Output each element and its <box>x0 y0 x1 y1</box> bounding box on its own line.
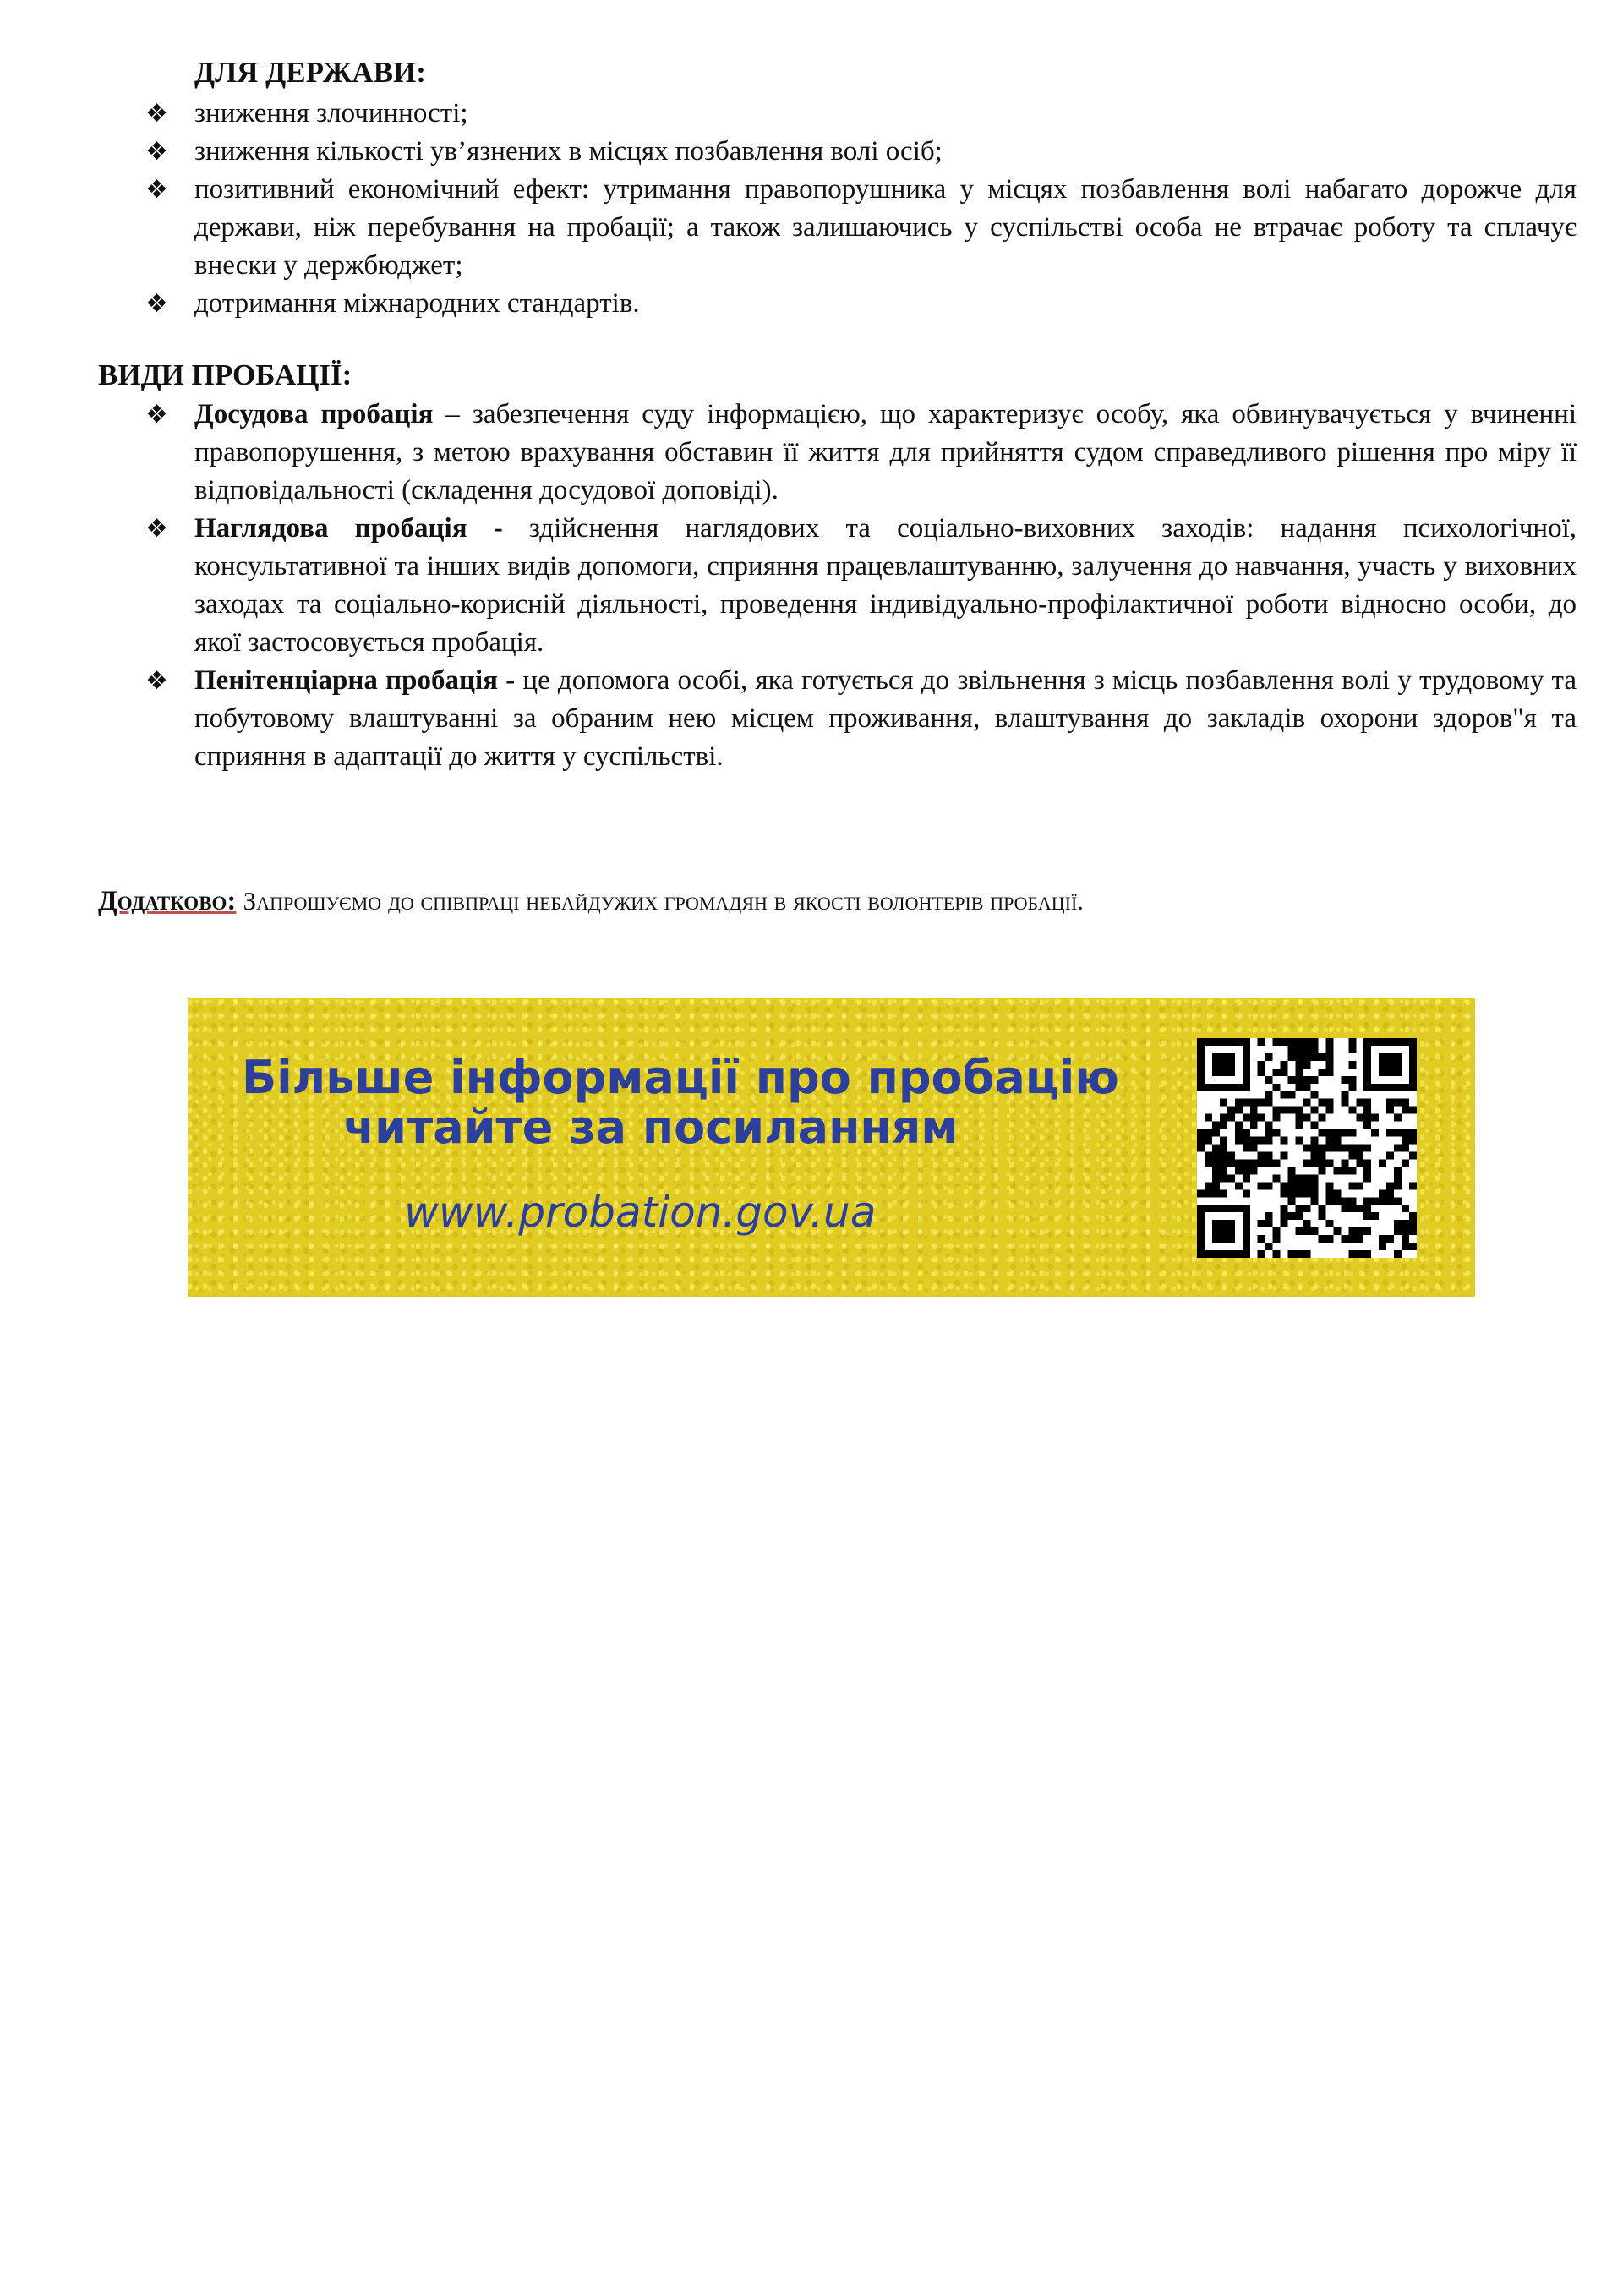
list-item-text: позитивний економічний ефект: утримання правопорушника у місцях позбавлення волі набагато дорожче для держави, ніж перебування на пробації; а також залишаючись у суспільстві особа не втрачає роботу та сплачує внески у держбюджет; <box>194 174 1577 281</box>
probation-type-term: Наглядова пробація - <box>194 513 503 544</box>
state-benefits-heading: ДЛЯ ДЕРЖАВИ: <box>194 56 426 89</box>
list-item <box>135 171 1577 285</box>
probation-type-term: Досудова пробація <box>194 399 434 429</box>
list-item <box>135 396 1577 510</box>
diamond-bullet-icon: ❖ <box>145 289 168 319</box>
list-item <box>135 133 1577 171</box>
banner-title: Більше інформації про пробацію <box>242 1051 1119 1104</box>
probation-types-list <box>135 396 1577 776</box>
probation-types-heading: ВИДИ ПРОБАЦІЇ: <box>98 358 352 391</box>
banner-subtitle: читайте за посиланням <box>343 1101 959 1154</box>
diamond-bullet-icon: ❖ <box>145 400 168 429</box>
probation-type-description: здійснення наглядових та соціально-виховних заходів: надання психологічної, консультативної та інших видів допомоги, сприяння працевлаштуванню, залучення до навчання, участь у виховних заходах та соціально-корисній діяльності, проведення індивідуально-профілактичної роботи відносно особи, до якої застосовується пробація. <box>194 513 1577 658</box>
info-banner <box>188 998 1475 1297</box>
additional-note <box>98 886 1084 917</box>
qr-code-icon[interactable] <box>1197 1038 1417 1258</box>
additional-note-label: Додатково: <box>98 886 237 916</box>
qr-code-graphic <box>1197 1038 1417 1258</box>
diamond-bullet-icon: ❖ <box>145 137 168 167</box>
list-item-text: зниження злочинності; <box>194 98 468 128</box>
probation-type-term: Пенітенціарна пробація - <box>194 665 516 696</box>
list-item-text: дотримання міжнародних стандартів. <box>194 288 640 319</box>
list-item <box>135 95 1577 133</box>
additional-note-text: Запрошуємо до співпраці небайдужих громадян в якості волонтерів пробації. <box>243 886 1085 916</box>
diamond-bullet-icon: ❖ <box>145 666 168 696</box>
list-item <box>135 510 1577 662</box>
list-item-text: зниження кількості ув’язнених в місцях позбавлення волі осіб; <box>194 136 943 167</box>
list-item <box>135 285 1577 323</box>
probation-type-description: – забезпечення суду інформацією, що характеризує особу, яка обвинувачується у вчиненні правопорушення, з метою врахування обставин її життя для прийняття судом справедливого рішення про міру її відповідальності (складення досудової доповіді). <box>194 399 1577 506</box>
diamond-bullet-icon: ❖ <box>145 99 168 128</box>
diamond-bullet-icon: ❖ <box>145 514 168 544</box>
list-item <box>135 662 1577 776</box>
banner-url-link[interactable]: www.probation.gov.ua <box>404 1188 877 1237</box>
probation-type-description: це допомога особі, яка готується до звільнення з місць позбавлення волі у трудовому та побутовому влаштуванні за обраним нею місцем проживання, влаштування до закладів охорони здоров"я та сприяння в адаптації до життя у суспільстві. <box>194 665 1577 772</box>
state-benefits-list <box>135 95 1577 323</box>
diamond-bullet-icon: ❖ <box>145 175 168 205</box>
